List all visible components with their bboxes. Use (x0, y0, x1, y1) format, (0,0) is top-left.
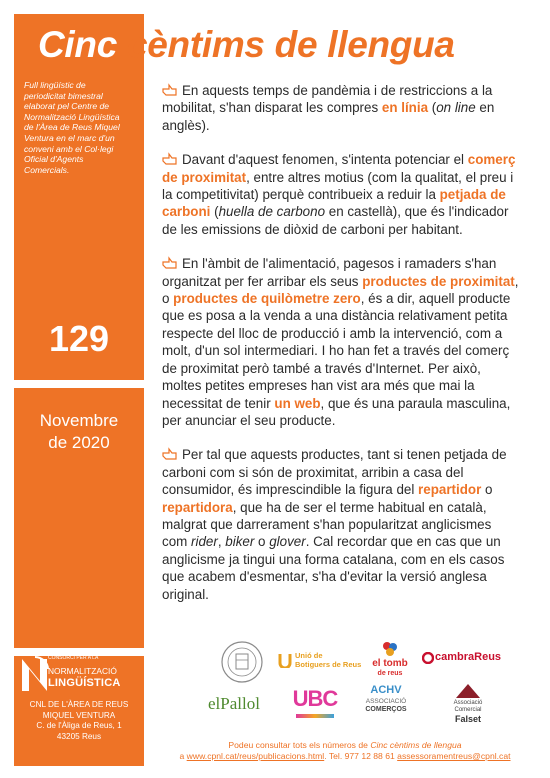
issue-date-year: de 2020 (48, 433, 110, 452)
title-rest: cèntims de llengua (116, 24, 455, 65)
italic-on-line: on line (436, 100, 476, 116)
cpnl-logo (20, 655, 138, 697)
paragraph-3 (162, 255, 520, 429)
botiguers-text-2: Botiguers de Reus (295, 660, 362, 669)
text: , (217, 534, 226, 550)
footer (150, 740, 540, 762)
text: . Tel. 977 12 88 61 (324, 751, 398, 761)
text: , entre altres motius (com la qualitat, el preu i la competitivitat) perquè contribueix a reduir la (162, 169, 514, 203)
logo-ubc (292, 684, 338, 724)
publications-link[interactable]: www.cpnl.cat/reus/publicacions.html (186, 751, 325, 761)
falset-mark-icon (454, 682, 482, 700)
text: , que ha de ser el terme habitual en català, malgrat que darrerament s'han popularitzat anglicismes com (162, 499, 492, 550)
achv-text-3: COMERÇOS (365, 706, 407, 713)
cambra-mark-icon (422, 652, 434, 664)
falset-text-2: Comercial (454, 707, 482, 713)
el-tomb-mark-icon (381, 640, 399, 658)
el-tomb-text-2: de reus (377, 670, 403, 677)
text: a (179, 751, 187, 761)
italic-huella: huella de carbono (218, 204, 326, 220)
highlight-en-linia: en línia (381, 100, 429, 116)
col-legi-seal-logo (220, 640, 264, 684)
footer-line2 (150, 751, 540, 762)
paragraph-1 (162, 82, 520, 134)
text: o (481, 482, 493, 498)
paragraph-4 (162, 446, 520, 603)
highlight-petjada-carboni: petjada de carboni (162, 187, 506, 220)
highlight-quilometre-zero: productes de quilòmetre zero (173, 291, 361, 307)
issue-date (14, 410, 144, 454)
logo-el-tomb (368, 640, 412, 682)
text: , que és una paraula masculina, per anunciar el seu producte. (162, 395, 511, 428)
logo-small-text: CONSORCI PER A LA (48, 655, 99, 661)
botiguers-text-1: Unió de (295, 651, 323, 660)
ubc-color-bar (296, 714, 334, 718)
pointing-hand-icon (162, 447, 178, 460)
pointing-hand-icon (162, 256, 178, 269)
text: o (254, 534, 270, 550)
address-line4: 43205 Reus (56, 731, 102, 741)
italic-glover: glover (269, 534, 306, 550)
falset-text-3: Falset (454, 714, 481, 724)
highlight-productes-proximitat: productes de proximitat (362, 273, 515, 289)
logo-line2: LINGÜÍSTICA (48, 677, 121, 689)
partner-logos (208, 638, 538, 736)
issue-number: 129 (48, 318, 110, 359)
text: Podeu consultar tots els números de (228, 740, 371, 750)
email-link[interactable]: assessoramentreus@cpnl.cat (397, 751, 511, 761)
cpnl-logo-icon (20, 655, 50, 693)
pallol-text: elPallol (208, 694, 260, 713)
italic-biker: biker (225, 534, 255, 550)
text: ( (210, 204, 219, 220)
falset-text-1: Associació (453, 700, 483, 706)
address (14, 700, 144, 742)
paragraph-2 (162, 151, 520, 238)
achv-text-1: ACHV (370, 684, 402, 696)
botiguers-mark-icon (278, 652, 292, 668)
text: ( (428, 100, 437, 116)
italic-rider: rider (191, 534, 218, 550)
text: . Cal recordar que en cas que un anglicisme ja tingui una forma catalana, com en els casos que acabem d'esmentar, s'ha d'evitar la versió anglesa original. (162, 534, 505, 602)
text: En aquests temps de pandèmia i de restriccions a la mobilitat, s'han disparat les compres (162, 83, 493, 116)
main-content (162, 82, 520, 620)
address-line2: MIQUEL VENTURA (42, 710, 116, 720)
text: en anglès). (162, 100, 495, 133)
title-word-cinc: Cinc (38, 24, 117, 65)
address-line1: CNL DE L'ÀREA DE REUS (29, 700, 129, 709)
text: Davant d'aquest fenomen, s'intenta potenciar el (182, 152, 468, 168)
highlight-un-web: un web (274, 395, 321, 411)
cambra-text: cambraReus (435, 651, 502, 663)
ubc-text: UBC (292, 686, 338, 711)
text: en castellà), que és l'indicador de les emissions de diòxid de carboni per habitant. (162, 204, 509, 237)
logo-line1: NORMALITZACIÓ (48, 666, 117, 676)
logo-el-pallol (208, 690, 272, 720)
sidebar-description: Full lingüístic de periodicitat bimestral elaborat pel Centre de Normalització Lingüística de l'Àrea de Reus Miquel Ventura en el marc d'un conveni amb el Col·legi Oficial d'Agents Comercials. (24, 80, 120, 175)
footer-line1 (150, 740, 540, 751)
pointing-hand-icon (162, 152, 178, 165)
el-tomb-text-1: el tomb (372, 658, 408, 669)
highlight-comerc-proximitat: comerç de proximitat (162, 152, 516, 185)
page-title (38, 24, 455, 66)
text: Per tal que aquests productes, tant si tenen petjada de carboni com si són de proximitat, arribin a casa del consumidor, és imprescindible la figura del (162, 447, 507, 498)
highlight-repartidora: repartidora (162, 499, 233, 515)
issue-date-month: Novembre (39, 411, 119, 430)
footer-publication-name: Cinc cèntims de llengua (370, 740, 462, 750)
logo-achv (358, 684, 414, 724)
logo-cambra-reus (422, 650, 514, 668)
highlight-repartidor: repartidor (418, 482, 482, 498)
text: , o (162, 273, 519, 307)
pointing-hand-icon (162, 83, 178, 96)
logo-falset (440, 682, 496, 730)
achv-text-2: ASSOCIACIÓ (365, 698, 407, 705)
address-line3: C. de l'Àliga de Reus, 1 (36, 721, 122, 731)
text: , és a dir, aquell producte que es posa a la venda a una distància relativament petita respecte del lloc de producció i amb la intervenció, com a molt, d'un sol intermediari. I ho han fet a través del comerç de proximitat però també a través d'Internet. Per això, moltes petites empreses han vist ara més que mai la necessitat de tenir (162, 291, 511, 411)
logo-botiguers (278, 650, 360, 672)
text: En l'àmbit de l'alimentació, pagesos i ramaders s'han organitzat per fer arribar els seus (162, 256, 497, 289)
